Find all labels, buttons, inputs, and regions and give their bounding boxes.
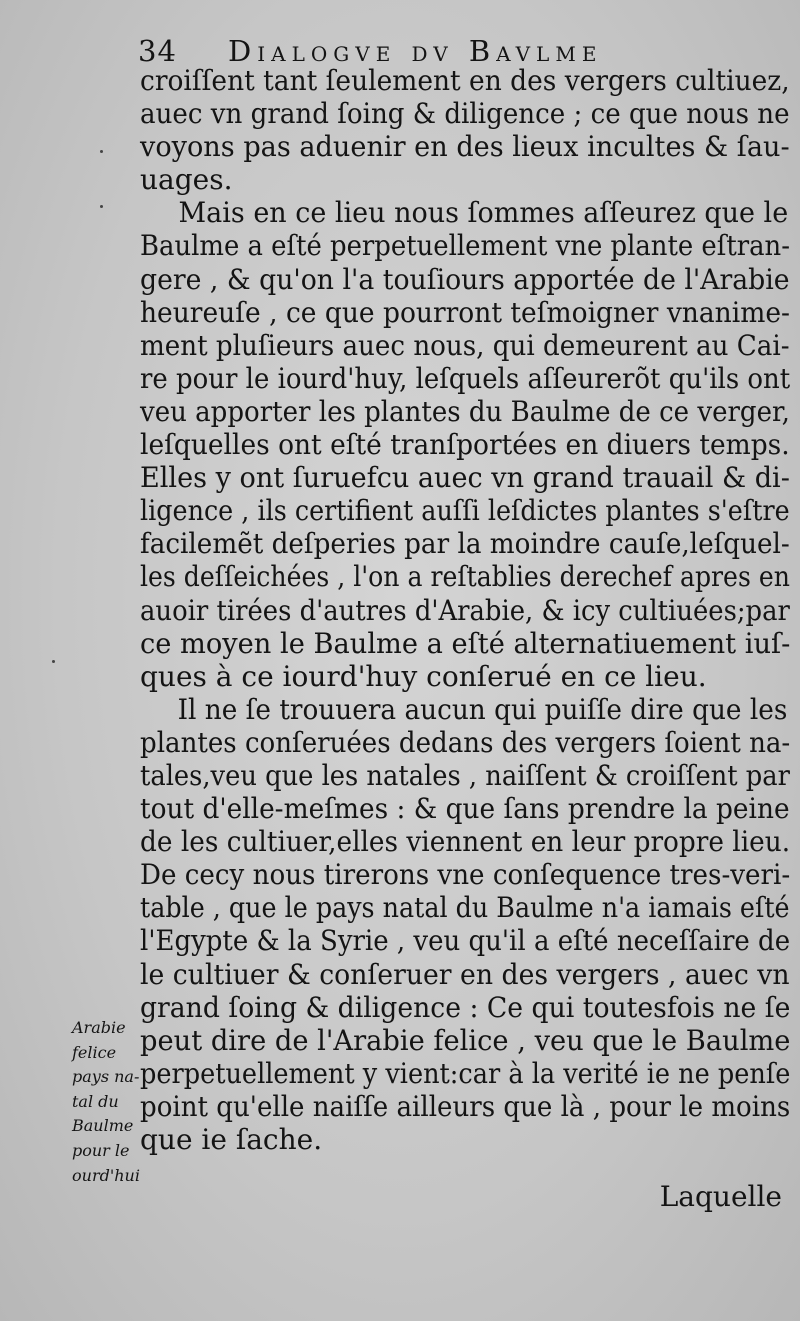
body-text [140,64,790,1156]
text-line: ce moyen le Baulme a eſté alternatiuement iuſ- [140,626,791,660]
text-line: leſquelles ont eſté tranſportées en diuers temps. [140,428,790,462]
catchword: Laquelle [659,1180,782,1213]
margin-note-line: Baulme [72,1116,134,1136]
text-line: les deſſeichées , l'on a reſtablies derechef apres en [140,560,790,594]
margin-note-line: Arabie [72,1018,126,1037]
text-line: uages. [140,163,233,197]
text-line: facilemẽt deſperies par la moindre cauſe,leſquel- [140,527,790,561]
text-line: de les cultiuer,elles viennent en leur propre lieu. [140,825,791,859]
text-line: table , que le pays natal du Baulme n'a iamais eſté [140,891,790,925]
text-line: Baulme a eſté perpetuellement vne plante eſtran- [140,229,790,263]
margin-note-line: tal du [72,1091,119,1111]
text-line: tales,veu que les natales , naiſſent & croiſſent par [140,758,790,792]
text-line: ment pluſieurs auec nous, qui demeurent au Cai- [140,328,790,362]
ink-speck [52,660,55,663]
text-line: que ie ſache. [140,1123,323,1156]
text-line: plantes conſeruées dedans des vergers ſoient na- [140,725,791,759]
margin-note-line: pays na- [72,1067,140,1087]
text-line: Mais en ce lieu nous ſommes aſſeurez que le [178,196,789,230]
text-line: re pour le iourd'huy, leſquels aſſeurerõt qu'ils ont [140,361,791,395]
page-number: 34 [138,34,177,68]
margin-note-line: ourd'hui [72,1165,140,1185]
margin-note-line: felice [72,1042,117,1062]
text-line: tout d'elle-meſmes : & que ſans prendre la peine [140,792,790,826]
text-line: perpetuellement y vient:car à la verité ie ne penſe [140,1056,791,1090]
text-line: ligence , ils certifient auſſi leſdictes plantes s'eſtre [140,494,790,528]
text-line: l'Egypte & la Syrie , veu qu'il a eſté neceſſaire de [140,924,791,958]
ink-speck [100,205,103,208]
ink-speck [100,150,103,153]
text-line: ques à ce iourd'huy conſerué en ce lieu. [140,659,707,693]
margin-note [72,1016,164,1188]
text-line: point qu'elle naiſſe ailleurs que là , pour le moins [140,1089,791,1123]
text-line: voyons pas aduenir en des lieux incultes & ſau- [140,130,790,164]
text-line: heureuſe , ce que pourront teſmoigner vnanime- [140,295,790,329]
text-line: veu apporter les plantes du Baulme de ce verger, [140,394,790,428]
margin-note-line: pour le [72,1140,130,1160]
text-line: De cecy nous tirerons vne conſequence tres-veri- [140,858,791,892]
text-line: gere , & qu'on l'a touſiours apportée de l'Arabie [140,262,790,296]
text-line: croiſſent tant ſeulement en des vergers cultiuez, [140,64,790,97]
text-line: auoir tirées d'autres d'Arabie, & icy cultiuées;par [140,593,790,627]
running-title: Dialogve dv Bavlme [228,34,603,68]
text-line: le cultiuer & conſeruer en des vergers , auec vn [140,957,790,991]
text-line: Il ne ſe trouuera aucun qui puiſſe dire que les [177,692,788,726]
text-line: grand ſoing & diligence : Ce qui toutesfois ne ſe [140,990,791,1024]
text-line: auec vn grand ſoing & diligence ; ce que nous ne [140,97,790,131]
text-line: Elles y ont ſuruefcu auec vn grand trauail & di- [140,461,790,495]
text-line: peut dire de l'Arabie felice , veu que le Baulme [140,1023,791,1057]
